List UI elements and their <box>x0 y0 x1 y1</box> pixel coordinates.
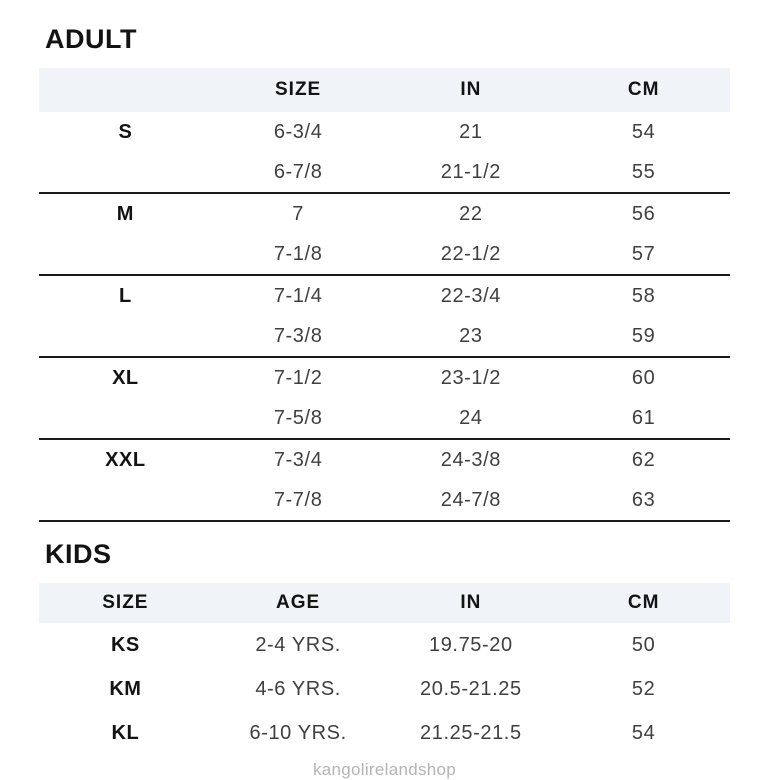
adult-cm-value: 54 <box>631 120 656 143</box>
adult-row-label <box>39 152 212 193</box>
kids-table-row <box>39 711 730 755</box>
kids-column-header-CM: CM <box>557 583 730 623</box>
adult-table-row <box>39 234 730 275</box>
kids-age-value: 4-6 YRS. <box>255 677 341 700</box>
kids-header-row <box>39 583 730 623</box>
adult-section-title: ADULT <box>45 24 137 54</box>
adult-size-value: 7-1/4 <box>273 284 323 307</box>
adult-size-value: 7-7/8 <box>212 480 385 521</box>
kids-section-title: KIDS <box>45 539 112 569</box>
kids-column-header-AGE: AGE <box>212 583 385 623</box>
kids-in-value: 20.5-21.25 <box>420 677 522 700</box>
adult-cm-value: 60 <box>631 366 656 389</box>
adult-size-value: 6-7/8 <box>212 152 385 193</box>
kids-cm-value: 54 <box>631 721 656 744</box>
kids-size-label: KL <box>111 721 140 744</box>
kids-age-value: 2-4 YRS. <box>255 633 341 656</box>
adult-row-label: S <box>118 120 133 143</box>
adult-cm-value: 55 <box>557 152 730 193</box>
adult-size-table <box>39 68 730 522</box>
adult-in-value: 22 <box>459 202 483 225</box>
adult-size-value: 7 <box>292 202 304 225</box>
kids-column-header-SIZE: SIZE <box>39 583 212 623</box>
adult-in-value: 23 <box>385 316 558 357</box>
adult-size-value: 7-3/8 <box>212 316 385 357</box>
kids-size-label: KM <box>109 677 142 700</box>
adult-in-value: 21 <box>459 120 483 143</box>
kids-section <box>39 539 730 755</box>
adult-size-value: 7-1/2 <box>273 366 323 389</box>
adult-in-value: 24-3/8 <box>440 448 502 471</box>
adult-cm-value: 58 <box>631 284 656 307</box>
adult-in-value: 23-1/2 <box>440 366 502 389</box>
adult-row-label <box>39 234 212 275</box>
adult-column-header-blank <box>39 68 212 112</box>
adult-row-label <box>39 398 212 439</box>
adult-size-value: 7-3/4 <box>273 448 323 471</box>
adult-table-row <box>39 398 730 439</box>
kids-size-table <box>39 583 730 755</box>
adult-cm-value: 56 <box>631 202 656 225</box>
kids-cm-value: 50 <box>631 633 656 656</box>
adult-table-header <box>39 68 730 112</box>
adult-cm-value: 62 <box>631 448 656 471</box>
adult-table-row <box>39 275 730 316</box>
adult-row-label <box>39 480 212 521</box>
adult-in-value: 24-7/8 <box>385 480 558 521</box>
kids-table-row <box>39 623 730 667</box>
adult-table-row <box>39 357 730 398</box>
adult-table-body <box>39 112 730 521</box>
kids-table-body <box>39 623 730 755</box>
adult-column-header-IN: IN <box>385 68 558 112</box>
kids-size-label: KS <box>110 633 140 656</box>
adult-in-value: 21-1/2 <box>385 152 558 193</box>
adult-row-label: M <box>116 202 134 225</box>
adult-table-row <box>39 439 730 480</box>
adult-header-row <box>39 68 730 112</box>
adult-section <box>39 24 730 522</box>
adult-table-row <box>39 316 730 357</box>
kids-table-header <box>39 583 730 623</box>
adult-cm-value: 57 <box>557 234 730 275</box>
adult-table-row <box>39 480 730 521</box>
adult-column-header-CM: CM <box>557 68 730 112</box>
adult-row-label: L <box>119 284 132 307</box>
adult-size-value: 7-1/8 <box>212 234 385 275</box>
kids-age-value: 6-10 YRS. <box>249 721 347 744</box>
adult-table-row <box>39 193 730 234</box>
adult-size-value: 7-5/8 <box>212 398 385 439</box>
kids-in-value: 19.75-20 <box>428 633 513 656</box>
adult-table-row <box>39 152 730 193</box>
adult-column-header-SIZE: SIZE <box>212 68 385 112</box>
adult-in-value: 22-1/2 <box>385 234 558 275</box>
adult-row-label: XXL <box>105 448 146 471</box>
adult-cm-value: 63 <box>557 480 730 521</box>
kids-table-row <box>39 667 730 711</box>
adult-cm-value: 59 <box>557 316 730 357</box>
adult-size-value: 6-3/4 <box>273 120 323 143</box>
adult-in-value: 24 <box>385 398 558 439</box>
adult-in-value: 22-3/4 <box>440 284 502 307</box>
adult-row-label: XL <box>112 366 139 389</box>
adult-cm-value: 61 <box>557 398 730 439</box>
kids-in-value: 21.25-21.5 <box>420 721 522 744</box>
adult-row-label <box>39 316 212 357</box>
adult-table-row <box>39 112 730 152</box>
kids-column-header-IN: IN <box>385 583 558 623</box>
watermark: kangolirelandshop <box>312 760 457 779</box>
kids-cm-value: 52 <box>631 677 656 700</box>
